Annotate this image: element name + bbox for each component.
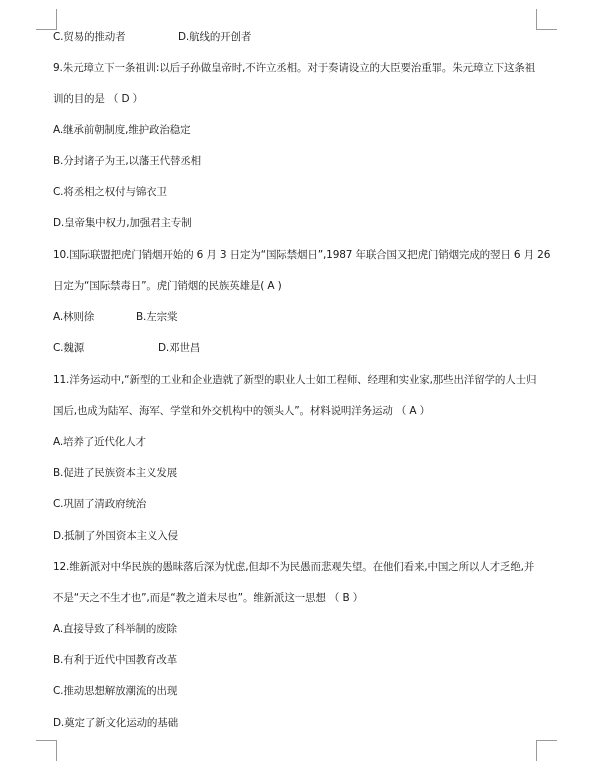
crop-mark-top-right <box>536 9 557 30</box>
text-line <box>53 529 178 543</box>
text-line-content: C.推动思想解放潮流的出现 <box>53 685 178 697</box>
text-line-content: A.培养了近代化人才 <box>53 436 146 448</box>
text-line-content: 12.维新派对中华民族的愚昧落后深为忧虑,但却不为民愚而悲观失望。在他们看来,中国之所以人才乏绝,并 <box>53 561 535 573</box>
text-line <box>53 404 430 418</box>
text-line <box>53 466 177 480</box>
text-line <box>53 591 363 605</box>
text-line <box>53 279 282 293</box>
text-line <box>53 716 178 730</box>
text-line <box>53 310 178 324</box>
text-line-content: 9.朱元璋立下一条祖训:以后子孙做皇帝时,不许立丞相。对于奏请设立的大臣要治重罪。朱元璋立下这条祖 <box>53 62 536 74</box>
text-line-content: 国后,也成为陆军、海军、学堂和外交机构中的领头人”。材料说明洋务运动 （ A ） <box>53 405 430 417</box>
option-column-2: D.邓世昌 <box>158 342 201 354</box>
text-line <box>53 373 536 387</box>
text-line-content: B.有利于近代中国教育改革 <box>53 654 178 666</box>
crop-mark-top-left <box>36 9 57 30</box>
text-line-content: 10.国际联盟把虎门销烟开始的 6 月 3 日定为“国际禁烟日”,1987 年联合国又把虎门销烟完成的翌日 6 月 26 <box>53 249 551 261</box>
text-line <box>53 622 177 636</box>
option-column-2: B.左宗棠 <box>136 311 178 323</box>
text-line <box>53 92 143 106</box>
text-line-content: B.分封诸子为王,以藩王代替丞相 <box>53 155 201 167</box>
text-line-content: D.奠定了新文化运动的基础 <box>53 717 178 729</box>
text-line <box>53 497 146 511</box>
text-line <box>53 216 192 230</box>
text-line-content: B.促进了民族资本主义发展 <box>53 467 178 479</box>
text-line <box>53 684 177 698</box>
text-line-content: A.继承前朝制度,维护政治稳定 <box>53 124 191 136</box>
text-line <box>53 185 167 199</box>
text-line-content: D.抵制了外国资本主义入侵 <box>53 530 178 542</box>
text-line-content: C.贸易的推动者 <box>53 31 126 43</box>
text-line <box>53 61 535 75</box>
text-line-content: A.林则徐 <box>53 311 95 323</box>
text-line-content: A.直接导致了科举制的废除 <box>53 623 177 635</box>
text-line <box>53 560 534 574</box>
text-line-content: D.皇帝集中权力,加强君主专制 <box>53 217 192 229</box>
text-line <box>53 154 201 168</box>
text-line-content: 训的目的是 （ D ） <box>53 93 143 105</box>
text-line <box>53 30 252 44</box>
text-line-content: C.将丞相之权付与锦衣卫 <box>53 186 167 198</box>
option-column-2: D.航线的开创者 <box>178 31 252 43</box>
text-line-content: C.魏源 <box>53 342 85 354</box>
text-line <box>53 341 201 355</box>
text-line <box>53 435 146 449</box>
text-line <box>53 248 550 262</box>
text-line <box>53 123 190 137</box>
text-line-content: C.巩固了清政府统治 <box>53 498 147 510</box>
text-line-content: 日定为“国际禁毒日”。虎门销烟的民族英雄是( A ) <box>53 280 282 292</box>
text-line-content: 11.洋务运动中,“新型的工业和企业造就了新型的职业人士如工程师、经理和实业家,那些出洋留学的人士归 <box>53 374 537 386</box>
text-line-content: 不是“天之不生才也”,而是“教之道未尽也”。维新派这一思想 （ B ） <box>53 592 364 604</box>
text-line <box>53 653 177 667</box>
